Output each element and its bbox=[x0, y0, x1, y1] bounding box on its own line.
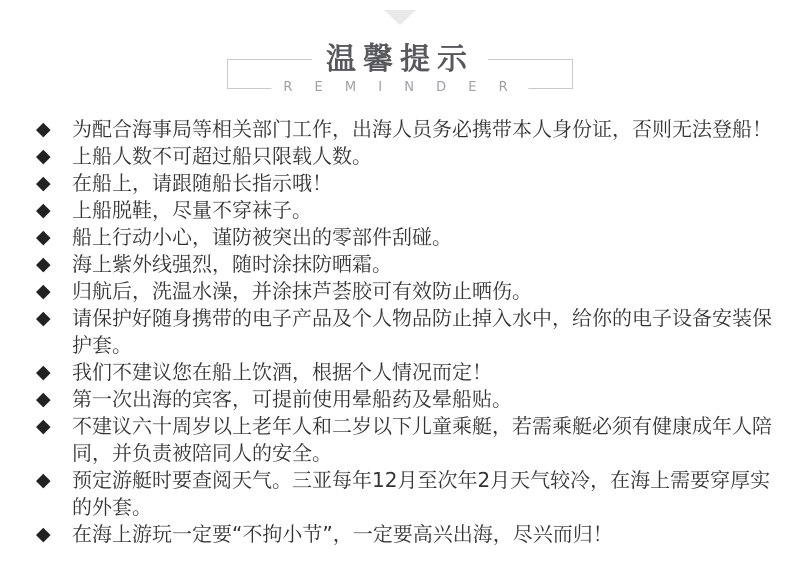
reminder-list bbox=[0, 116, 800, 548]
diamond-bullet-icon: ◆ bbox=[36, 253, 51, 275]
diamond-bullet-icon: ◆ bbox=[36, 118, 51, 140]
list-item-text: 上船人数不可超过船只限载人数。 bbox=[72, 144, 372, 168]
list-item-text: 不建议六十周岁以上老年人和二岁以下儿童乘艇，若需乘艇必须有健康成年人陪同，并负责被陪同人的安全。 bbox=[72, 414, 772, 465]
diamond-bullet-icon: ◆ bbox=[36, 199, 51, 221]
list-item bbox=[36, 521, 776, 548]
list-item-text: 海上紫外线强烈，随时涂抹防晒霜。 bbox=[72, 252, 392, 276]
list-item bbox=[36, 251, 776, 278]
list-item-text: 为配合海事局等相关部门工作，出海人员务必携带本人身份证，否则无法登船！ bbox=[72, 117, 772, 141]
list-item bbox=[36, 143, 776, 170]
list-item-text: 船上行动小心，谨防被突出的零部件刮碰。 bbox=[72, 225, 452, 249]
list-item bbox=[36, 197, 776, 224]
diamond-bullet-icon: ◆ bbox=[36, 172, 51, 194]
diamond-bullet-icon: ◆ bbox=[36, 280, 51, 302]
list-item bbox=[36, 278, 776, 305]
list-item-text: 在船上，请跟随船长指示哦！ bbox=[72, 171, 332, 195]
list-item-text: 在海上游玩一定要“不拘小节”，一定要高兴出海，尽兴而归！ bbox=[72, 522, 613, 546]
list-item bbox=[36, 170, 776, 197]
page-title: 温馨提示 bbox=[312, 42, 488, 78]
list-item bbox=[36, 359, 776, 386]
diamond-bullet-icon: ◆ bbox=[36, 145, 51, 167]
list-item-text: 预定游艇时要查阅天气。三亚每年12月至次年2月天气较冷，在海上需要穿厚实的外套。 bbox=[72, 468, 771, 519]
triangle-down-icon bbox=[384, 10, 416, 25]
list-item bbox=[36, 413, 776, 467]
list-item-text: 上船脱鞋，尽量不穿袜子。 bbox=[72, 198, 312, 222]
list-item bbox=[36, 305, 776, 359]
list-item bbox=[36, 224, 776, 251]
list-item-text: 归航后，洗温水澡，并涂抹芦荟胶可有效防止晒伤。 bbox=[72, 279, 532, 303]
diamond-bullet-icon: ◆ bbox=[36, 226, 51, 248]
list-item bbox=[36, 116, 776, 143]
title-frame bbox=[227, 42, 573, 95]
list-item-text: 我们不建议您在船上饮酒，根据个人情况而定！ bbox=[72, 360, 492, 384]
list-item-text: 第一次出海的宾客，可提前使用晕船药及晕船贴。 bbox=[72, 387, 512, 411]
diamond-bullet-icon: ◆ bbox=[36, 388, 51, 410]
diamond-bullet-icon: ◆ bbox=[36, 523, 51, 545]
list-item bbox=[36, 386, 776, 413]
diamond-bullet-icon: ◆ bbox=[36, 361, 51, 383]
diamond-bullet-icon: ◆ bbox=[36, 307, 51, 329]
list-item-text: 请保护好随身携带的电子产品及个人物品防止掉入水中，给你的电子设备安装保护套。 bbox=[72, 306, 772, 357]
list-item bbox=[36, 467, 776, 521]
page-subtitle: R E M I N D E R bbox=[271, 79, 528, 97]
diamond-bullet-icon: ◆ bbox=[36, 415, 51, 437]
diamond-bullet-icon: ◆ bbox=[36, 469, 51, 491]
